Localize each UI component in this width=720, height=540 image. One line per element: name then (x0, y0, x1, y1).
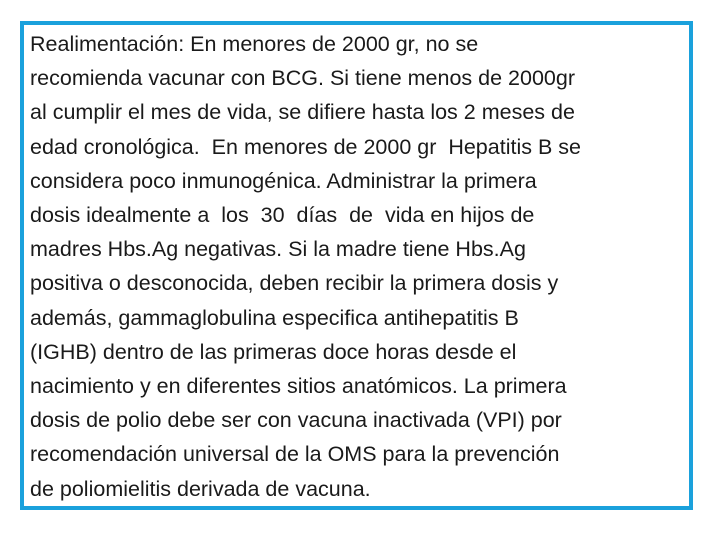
text-line-8: positiva o desconocida, deben recibir la primera dosis y (30, 271, 559, 296)
text-line-5: considera poco inmunogénica. Administrar la primera (30, 168, 537, 193)
text-line-6: dosis idealmente a los 30 días de vida en hijos de (30, 203, 535, 228)
text-line-11: nacimiento y en diferentes sitios anatómicos. La primera (30, 374, 567, 399)
text-line-2: recomienda vacunar con BCG. Si tiene menos de 2000gr (30, 66, 575, 91)
text-line-4: edad cronológica. En menores de 2000 gr Hepatitis B se (30, 134, 581, 159)
text-line-1: Realimentación: En menores de 2000 gr, no se (30, 32, 479, 56)
text-line-7: madres Hbs.Ag negativas. Si la madre tiene Hbs.Ag (30, 237, 526, 262)
text-line-12: dosis de polio debe ser con vacuna inactivada (VPI) por (30, 408, 562, 433)
text-box (20, 21, 693, 510)
text-line-9: además, gammaglobulina especifica antihepatitis B (30, 305, 519, 330)
text-line-3: al cumplir el mes de vida, se difiere hasta los 2 meses de (30, 100, 575, 125)
text-line-13: recomendación universal de la OMS para la prevención (30, 442, 560, 467)
body-paragraph (30, 27, 693, 506)
text-line-10: (IGHB) dentro de las primeras doce horas desde el (30, 339, 517, 364)
text-line-14: de poliomielitis derivada de vacuna. (30, 476, 371, 501)
